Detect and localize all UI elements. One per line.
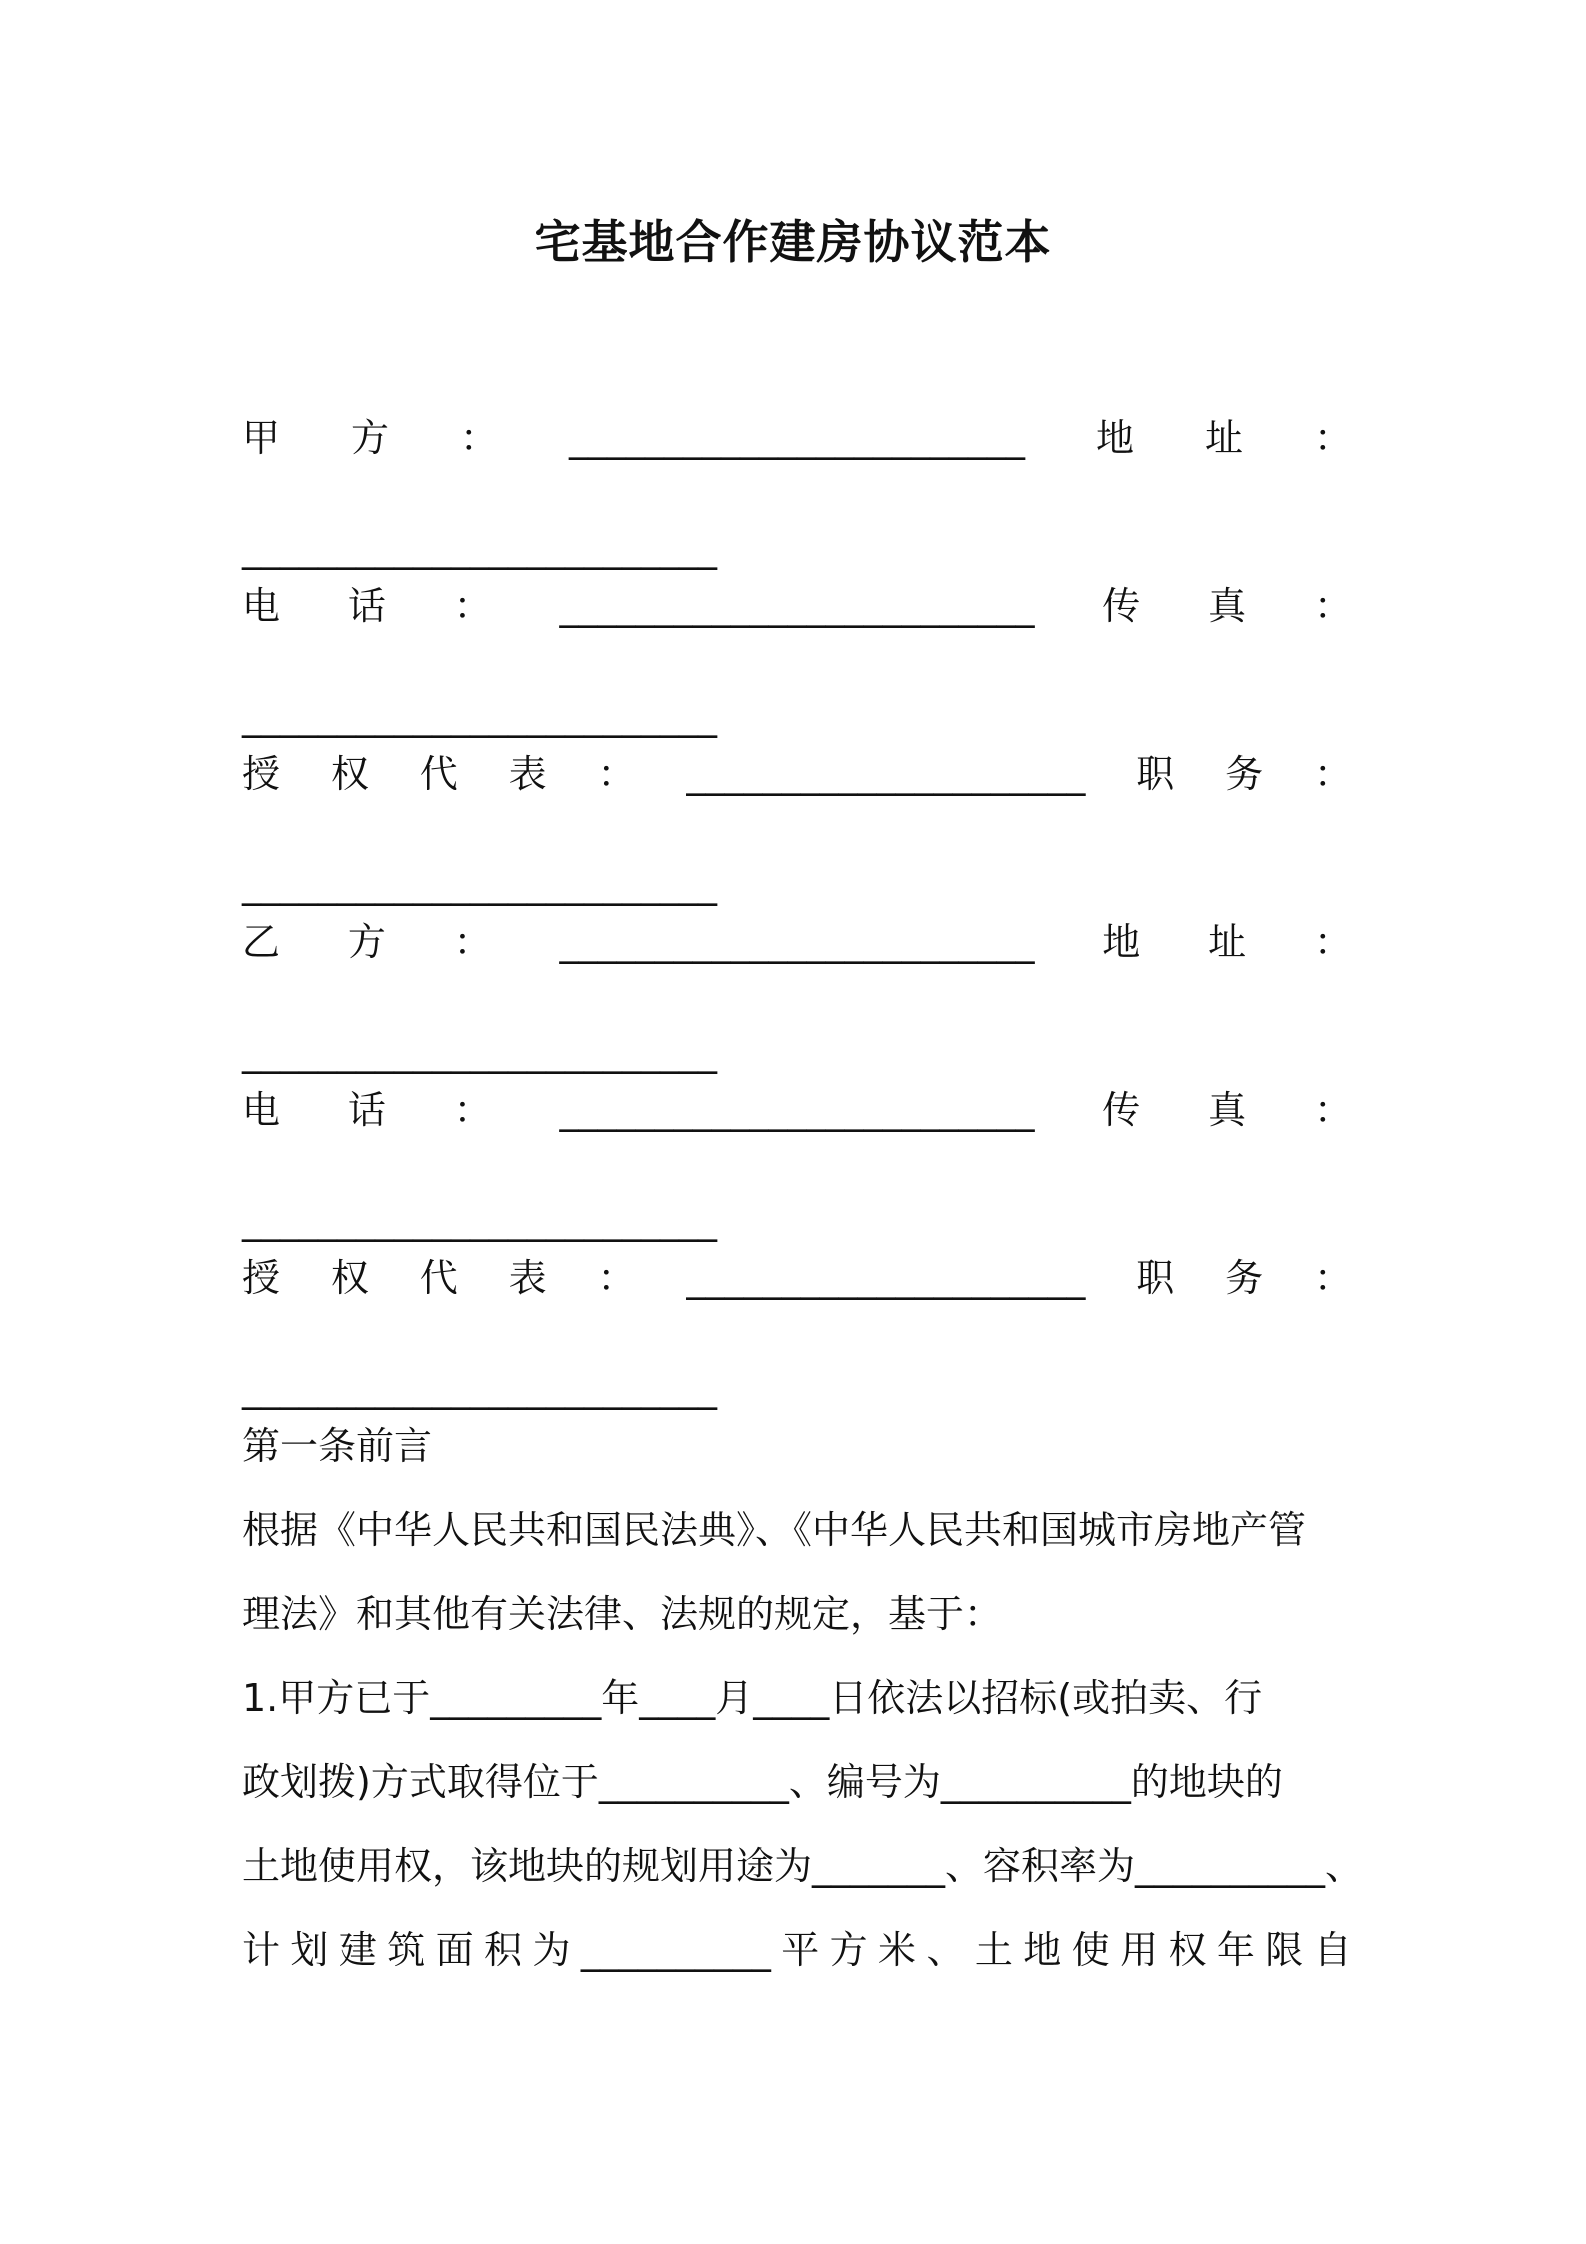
label-colon: ： <box>1313 752 1352 796</box>
label-char: 乙 <box>242 920 281 964</box>
label-char: 表 <box>508 752 547 796</box>
area-blank: __________ <box>580 1928 771 1972</box>
text-char: 计 <box>242 1928 281 1972</box>
text-char: 用 <box>1120 1928 1159 1972</box>
party-a-fax-blank: _________________________ <box>242 694 717 738</box>
party-a-phone-blank: _________________________ <box>559 584 1035 628</box>
label-char: 权 <box>330 1256 369 1300</box>
party-b-representative-row <box>242 1250 1352 1306</box>
paragraph-line: 1.甲方已于_________年____月____日依法以招标(或拍卖、行 <box>242 1676 1263 1720</box>
label-char: 真 <box>1208 1088 1247 1132</box>
label-char: 代 <box>419 752 458 796</box>
party-a-representative-blank: _____________________ <box>686 752 1086 796</box>
text-char: 限 <box>1265 1928 1304 1972</box>
label-char: 权 <box>330 752 369 796</box>
label-char: 方 <box>351 416 390 460</box>
document-title: 宅基地合作建房协议范本 <box>534 215 1052 269</box>
text-char: 地 <box>1023 1928 1062 1972</box>
label-char: 电 <box>242 1088 281 1132</box>
label-char: 地 <box>1102 920 1141 964</box>
text-char: 权 <box>1168 1928 1207 1972</box>
label-colon: ： <box>453 1088 492 1132</box>
label-char: 甲 <box>242 416 281 460</box>
label-char: 表 <box>508 1256 547 1300</box>
label-char: 授 <box>242 1256 281 1300</box>
label-colon: ： <box>453 584 492 628</box>
text-char: 平 <box>781 1928 820 1972</box>
text-char: 自 <box>1313 1928 1352 1972</box>
paragraph-line: 根据《中华人民共和国民法典》、《中华人民共和国城市房地产管 <box>242 1508 1307 1552</box>
label-char: 话 <box>347 1088 386 1132</box>
text-char: 土 <box>974 1928 1013 1972</box>
party-a-name-row <box>242 410 1352 466</box>
party-b-name-blank: _________________________ <box>559 920 1035 964</box>
party-a-phone-row <box>242 578 1352 634</box>
party-b-phone-row <box>242 1082 1352 1138</box>
paragraph-line: 理法》和其他有关法律、法规的规定，基于： <box>242 1592 1003 1636</box>
party-a-position-blank: _________________________ <box>242 862 717 906</box>
label-char: 电 <box>242 584 281 628</box>
label-colon: ： <box>1313 920 1352 964</box>
label-colon: ： <box>453 920 492 964</box>
party-a-representative-row <box>242 746 1352 802</box>
label-char: 话 <box>347 584 386 628</box>
paragraph-line: 土地使用权，该地块的规划用途为_______、容积率为__________、 <box>242 1844 1364 1888</box>
paragraph-line: 政划拨)方式取得位于__________、编号为__________的地块的 <box>242 1760 1283 1804</box>
label-char: 职 <box>1136 1256 1175 1300</box>
article-heading: 第一条前言 <box>242 1424 433 1468</box>
text-char: 米 <box>878 1928 917 1972</box>
text-char: 面 <box>435 1928 474 1972</box>
label-char: 传 <box>1102 584 1141 628</box>
label-char: 址 <box>1204 416 1243 460</box>
label-colon: ： <box>597 752 636 796</box>
label-char: 职 <box>1136 752 1175 796</box>
label-colon: ： <box>1313 1256 1352 1300</box>
label-colon: ： <box>460 416 499 460</box>
text-char: 筑 <box>387 1928 426 1972</box>
party-b-address-blank: _________________________ <box>242 1030 717 1074</box>
party-b-position-blank: _________________________ <box>242 1366 717 1410</box>
label-char: 务 <box>1225 1256 1264 1300</box>
label-char: 代 <box>419 1256 458 1300</box>
label-char: 方 <box>347 920 386 964</box>
text-char: 年 <box>1216 1928 1255 1972</box>
party-a-address-blank: _________________________ <box>242 526 717 570</box>
label-colon: ： <box>1313 416 1352 460</box>
label-char: 址 <box>1208 920 1247 964</box>
party-b-name-row <box>242 914 1352 970</box>
label-colon: ： <box>597 1256 636 1300</box>
paragraph-line-justified <box>242 1922 1352 1978</box>
label-char: 真 <box>1208 584 1247 628</box>
label-char: 务 <box>1225 752 1264 796</box>
text-char: 使 <box>1071 1928 1110 1972</box>
text-char: 建 <box>338 1928 377 1972</box>
party-b-fax-blank: _________________________ <box>242 1198 717 1242</box>
party-b-phone-blank: _________________________ <box>559 1088 1035 1132</box>
label-colon: ： <box>1313 1088 1352 1132</box>
label-colon: ： <box>1313 584 1352 628</box>
label-char: 传 <box>1102 1088 1141 1132</box>
party-b-representative-blank: _____________________ <box>686 1256 1086 1300</box>
text-char: 为 <box>532 1928 571 1972</box>
text-char: 、 <box>926 1928 965 1972</box>
party-a-name-blank: ________________________ <box>569 416 1025 460</box>
text-char: 积 <box>484 1928 523 1972</box>
label-char: 地 <box>1095 416 1134 460</box>
label-char: 授 <box>242 752 281 796</box>
text-char: 划 <box>290 1928 329 1972</box>
text-char: 方 <box>829 1928 868 1972</box>
